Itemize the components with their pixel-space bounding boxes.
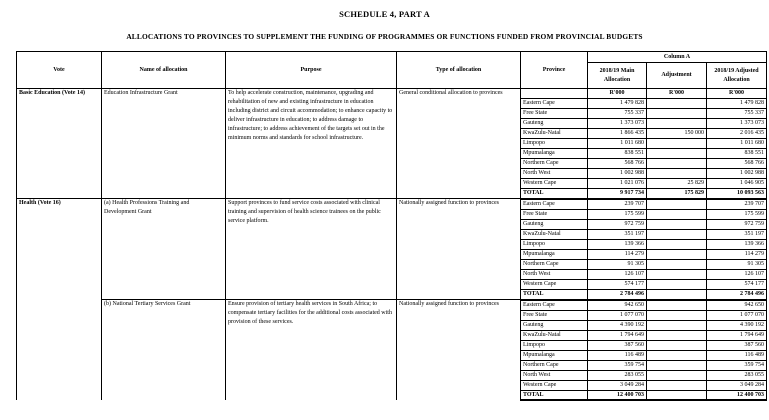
- province-name: Gauteng: [521, 219, 588, 229]
- adjustment: [647, 380, 707, 390]
- total-main: 2 784 496: [588, 289, 647, 299]
- province-name: Northern Cape: [521, 158, 588, 168]
- allocation-purpose: Ensure provision of tertiary health services in South Africa; to compensate tertiary facilities for the additional costs associated with provision of these services.: [226, 300, 397, 401]
- header-vote: Vote: [17, 52, 102, 89]
- adjusted-allocation: 2 016 435: [707, 128, 767, 138]
- adjustment: [647, 199, 707, 209]
- unit-adjustment: R'000: [647, 89, 707, 99]
- province-name: Gauteng: [521, 118, 588, 128]
- header-adjustment: Adjustment: [647, 63, 707, 89]
- adjusted-allocation: 387 560: [707, 340, 767, 350]
- adjusted-allocation: 755 337: [707, 108, 767, 118]
- adjusted-allocation: 239 707: [707, 199, 767, 209]
- unit-province: [521, 89, 588, 99]
- header-province: Province: [521, 52, 588, 89]
- adjusted-allocation: 1 373 073: [707, 118, 767, 128]
- main-allocation: 942 650: [588, 300, 647, 310]
- adjustment: [647, 259, 707, 269]
- adjusted-allocation: 1 794 649: [707, 330, 767, 340]
- total-adjusted: 12 400 703: [707, 390, 767, 400]
- province-name: Northern Cape: [521, 360, 588, 370]
- adjustment: [647, 158, 707, 168]
- adjustment: [647, 370, 707, 380]
- adjustment: [647, 330, 707, 340]
- adjusted-allocation: 359 754: [707, 360, 767, 370]
- main-allocation: 114 279: [588, 249, 647, 259]
- main-allocation: 175 599: [588, 209, 647, 219]
- unit-main: R'000: [588, 89, 647, 99]
- province-name: Western Cape: [521, 279, 588, 289]
- main-allocation: 1 002 988: [588, 168, 647, 178]
- main-allocation: 568 766: [588, 158, 647, 168]
- main-allocation: 755 337: [588, 108, 647, 118]
- header-type: Type of allocation: [397, 52, 521, 89]
- province-name: Free State: [521, 310, 588, 320]
- adjustment: [647, 118, 707, 128]
- adjusted-allocation: 1 046 905: [707, 178, 767, 188]
- province-name: KwaZulu-Natal: [521, 229, 588, 239]
- adjustment: [647, 98, 707, 108]
- allocation-type: Nationally assigned function to provinces: [397, 300, 521, 401]
- province-name: Mpumalanga: [521, 148, 588, 158]
- schedule-subtitle: ALLOCATIONS TO PROVINCES TO SUPPLEMENT THE FUNDING OF PROGRAMMES OR FUNCTIONS FUNDED FROM PROVINCIAL BUDGETS: [126, 32, 643, 41]
- province-name: Limpopo: [521, 239, 588, 249]
- allocation-name: Education Infrastructure Grant: [102, 89, 226, 199]
- main-allocation: 239 707: [588, 199, 647, 209]
- adjustment: [647, 350, 707, 360]
- adjusted-allocation: 4 390 192: [707, 320, 767, 330]
- vote-cell: Health (Vote 16): [17, 199, 102, 300]
- adjusted-allocation: 942 650: [707, 300, 767, 310]
- adjusted-allocation: 1 479 828: [707, 98, 767, 108]
- main-allocation: 838 551: [588, 148, 647, 158]
- adjustment: [647, 279, 707, 289]
- main-allocation: 1 021 076: [588, 178, 647, 188]
- adjustment: [647, 229, 707, 239]
- adjustment: [647, 168, 707, 178]
- province-name: Limpopo: [521, 138, 588, 148]
- adjusted-allocation: 91 305: [707, 259, 767, 269]
- adjusted-allocation: 175 599: [707, 209, 767, 219]
- total-adjustment: 175 829: [647, 188, 707, 198]
- province-name: North West: [521, 168, 588, 178]
- header-main-allocation: 2018/19 Main Allocation: [588, 63, 647, 89]
- main-allocation: 116 489: [588, 350, 647, 360]
- main-allocation: 1 479 828: [588, 98, 647, 108]
- adjusted-allocation: 574 177: [707, 279, 767, 289]
- adjustment: [647, 219, 707, 229]
- province-name: Northern Cape: [521, 259, 588, 269]
- province-name: Eastern Cape: [521, 98, 588, 108]
- main-allocation: 351 197: [588, 229, 647, 239]
- header-adjusted-allocation: 2018/19 Adjusted Allocation: [707, 63, 767, 89]
- schedule-title: SCHEDULE 4, PART A: [339, 9, 430, 19]
- main-allocation: 91 305: [588, 259, 647, 269]
- adjusted-allocation: 114 279: [707, 249, 767, 259]
- header-column-a: Column A: [588, 52, 767, 63]
- adjustment: [647, 340, 707, 350]
- allocation-type: Nationally assigned function to provinces: [397, 199, 521, 300]
- province-name: Western Cape: [521, 178, 588, 188]
- total-label: TOTAL: [521, 188, 588, 198]
- province-name: Mpumalanga: [521, 249, 588, 259]
- unit-row: [17, 89, 767, 99]
- adjusted-allocation: 1 002 988: [707, 168, 767, 178]
- main-allocation: 359 754: [588, 360, 647, 370]
- adjusted-allocation: 3 049 284: [707, 380, 767, 390]
- total-label: TOTAL: [521, 390, 588, 400]
- adjustment: [647, 108, 707, 118]
- province-name: KwaZulu-Natal: [521, 330, 588, 340]
- main-allocation: 126 107: [588, 269, 647, 279]
- adjustment: [647, 300, 707, 310]
- adjustment: [647, 209, 707, 219]
- adjustment: [647, 320, 707, 330]
- total-adjustment: [647, 289, 707, 299]
- unit-adjusted: R'000: [707, 89, 767, 99]
- main-allocation: 387 560: [588, 340, 647, 350]
- main-allocation: 574 177: [588, 279, 647, 289]
- adjustment: [647, 138, 707, 148]
- adjusted-allocation: 283 055: [707, 370, 767, 380]
- main-allocation: 283 055: [588, 370, 647, 380]
- total-main: 9 917 734: [588, 188, 647, 198]
- adjusted-allocation: 351 197: [707, 229, 767, 239]
- adjusted-allocation: 972 759: [707, 219, 767, 229]
- main-allocation: 139 366: [588, 239, 647, 249]
- table-row: [17, 300, 767, 310]
- province-name: Limpopo: [521, 340, 588, 350]
- total-label: TOTAL: [521, 289, 588, 299]
- vote-cell: [17, 300, 102, 401]
- province-name: Eastern Cape: [521, 199, 588, 209]
- allocation-name: (b) National Tertiary Services Grant: [102, 300, 226, 401]
- main-allocation: 1 373 073: [588, 118, 647, 128]
- province-name: KwaZulu-Natal: [521, 128, 588, 138]
- adjustment: [647, 310, 707, 320]
- header-purpose: Purpose: [226, 52, 397, 89]
- total-adjustment: [647, 390, 707, 400]
- province-name: North West: [521, 370, 588, 380]
- allocation-purpose: To help accelerate construction, maintenance, upgrading and rehabilitation of new and existing infrastructure in education including district and circuit accommodation; to enhance capacity to deliver infrastructure in education; to address damage to infrastructure; to address achievement of the targets set out in the minimum norms and standards for school infrastructure.: [226, 89, 397, 199]
- adjusted-allocation: 116 489: [707, 350, 767, 360]
- main-allocation: 1 011 680: [588, 138, 647, 148]
- adjustment: [647, 249, 707, 259]
- allocation-purpose: Support provinces to fund service costs associated with clinical training and supervision of health science trainees on the public service platform.: [226, 199, 397, 300]
- main-allocation: 1 866 435: [588, 128, 647, 138]
- main-allocation: 1 077 070: [588, 310, 647, 320]
- province-name: Free State: [521, 209, 588, 219]
- table-row: [17, 199, 767, 209]
- main-allocation: 3 049 284: [588, 380, 647, 390]
- allocation-type: General conditional allocation to provinces: [397, 89, 521, 199]
- total-adjusted: 2 784 496: [707, 289, 767, 299]
- vote-cell: Basic Education (Vote 14): [17, 89, 102, 199]
- adjustment: [647, 239, 707, 249]
- adjustment: [647, 148, 707, 158]
- adjustment: 25 829: [647, 178, 707, 188]
- adjusted-allocation: 126 107: [707, 269, 767, 279]
- adjustment: [647, 269, 707, 279]
- total-main: 12 400 703: [588, 390, 647, 400]
- allocation-name: (a) Health Professions Training and Development Grant: [102, 199, 226, 300]
- allocation-table: [16, 51, 767, 401]
- total-adjusted: 10 093 563: [707, 188, 767, 198]
- province-name: Gauteng: [521, 320, 588, 330]
- main-allocation: 1 794 649: [588, 330, 647, 340]
- province-name: Mpumalanga: [521, 350, 588, 360]
- table-body: [17, 89, 767, 401]
- main-allocation: 972 759: [588, 219, 647, 229]
- province-name: Free State: [521, 108, 588, 118]
- adjustment: [647, 360, 707, 370]
- main-allocation: 4 390 192: [588, 320, 647, 330]
- province-name: Eastern Cape: [521, 300, 588, 310]
- adjusted-allocation: 568 766: [707, 158, 767, 168]
- province-name: Western Cape: [521, 380, 588, 390]
- header-allocation: Name of allocation: [102, 52, 226, 89]
- adjusted-allocation: 838 551: [707, 148, 767, 158]
- adjusted-allocation: 139 366: [707, 239, 767, 249]
- adjustment: 150 000: [647, 128, 707, 138]
- province-name: North West: [521, 269, 588, 279]
- adjusted-allocation: 1 011 680: [707, 138, 767, 148]
- adjusted-allocation: 1 077 070: [707, 310, 767, 320]
